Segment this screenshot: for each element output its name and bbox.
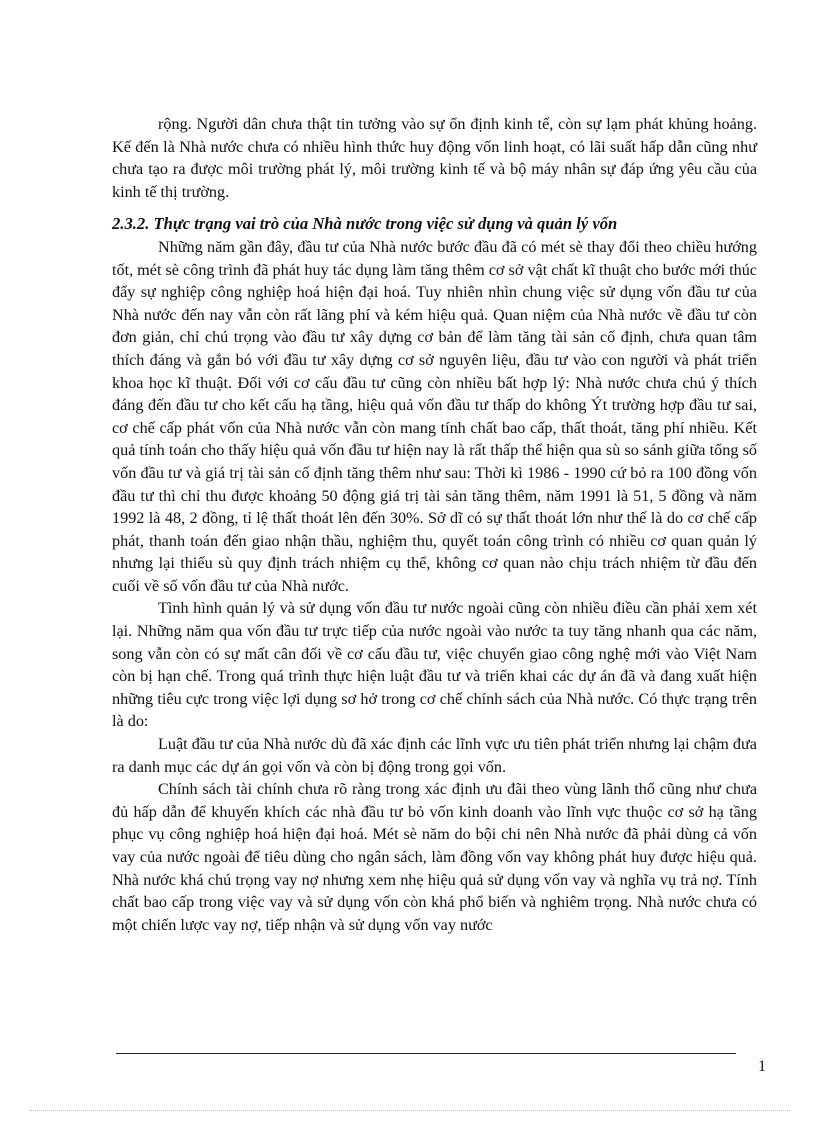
page-bottom-dotted-line	[30, 1110, 790, 1111]
document-body	[112, 113, 757, 936]
paragraph-spacer	[112, 203, 757, 213]
opening-paragraph: rộng. Người dân chưa thật tin tưởng vào sự ổn định kinh tế, còn sự lạm phát khủng hoảng. Kế đến là Nhà nước chưa có nhiều hình thức huy động vốn linh hoạt, có lãi suất hấp dẫn cũng như chưa tạo ra được môi trường phát lý, môi trường kinh tế và bộ máy nhân sự đáp ứng yêu cầu của kinh tế thị trường.	[112, 115, 757, 201]
body-paragraph: Chính sách tài chính chưa rõ ràng trong xác định ưu đãi theo vùng lãnh thổ cũng như chưa đủ hấp dẫn để khuyến khích các nhà đầu tư bỏ vốn kinh doanh vào lĩnh vực thuộc cơ sở hạ tầng phục vụ công nghiệp hoá hiện đại hoá. Mét sè năm do bội chi nên Nhà nước đã phải dùng cả vốn vay của nước ngoài để tiêu dùng cho ngân sách, làm đồng vốn vay không phát huy được hiệu quả. Nhà nước khá chú trọng vay nợ nhưng xem nhẹ hiệu quả sử dụng vốn vay và nghĩa vụ trả nợ. Tính chất bao cấp trong việc vay và sử dụng vốn còn khá phổ biến và nghiêm trọng. Nhà nước chưa có một chiến lược vay nợ, tiếp nhận và sử dụng vốn vay nước	[112, 780, 757, 934]
footer-rule	[116, 1053, 736, 1054]
page-number: 1	[758, 1058, 766, 1075]
body-paragraph: Tình hình quản lý và sử dụng vốn đầu tư nước ngoài cũng còn nhiều điều cần phải xem xét lại. Những năm qua vốn đầu tư trực tiếp của nước ngoài vào nước ta tuy tăng nhanh qua các năm, song vẫn còn có sự mất cân đối về cơ cấu đầu tư, việc chuyển giao công nghệ mới vào Việt Nam còn bị hạn chế. Trong quá trình thực hiện luật đầu tư và triển khai các dự án đã và đang xuất hiện những tiêu cực trong việc lợi dụng sơ hở trong cơ chế chính sách của Nhà nước. Có thực trạng trên là do:	[112, 599, 757, 731]
body-paragraph: Luật đầu tư của Nhà nước dù đã xác định các lĩnh vực ưu tiên phát triển nhưng lại chậm đưa ra danh mục các dự án gọi vốn và còn bị động trong gọi vốn.	[112, 735, 757, 776]
section-heading: 2.3.2. Thực trạng vai trò của Nhà nước trong việc sử dụng và quản lý vốn	[112, 214, 618, 234]
body-paragraph: Những năm gần đây, đầu tư của Nhà nước bước đầu đã có mét sè thay đổi theo chiều hướng tốt, mét sè công trình đã phát huy tác dụng làm tăng thêm cơ sở vật chất kĩ thuật cho bước mới thúc đẩy sự nghiệp công nghiệp hoá hiện đại hoá. Tuy nhiên nhìn chung việc sử dụng vốn đầu tư của Nhà nước đến nay vẫn còn rất lãng phí và kém hiệu quả. Quan niệm của Nhà nước về đầu tư còn đơn giản, chỉ chú trọng vào đầu tư xây dựng cơ bản để làm tăng tài sản cố định, chưa quan tâm thích đáng và gắn bó với đầu tư xây dựng cơ sở nguyên liệu, đầu tư vào con người và phát triển khoa học kĩ thuật. Đối với cơ cấu đầu tư cũng còn nhiều bất hợp lý: Nhà nước chưa chú ý thích đáng đến đầu tư cho kết cấu hạ tầng, hiệu quả vốn đầu tư thấp do không Ýt trường hợp đầu tư sai, cơ chế cấp phát vốn của Nhà nước vẫn còn mang tính chất bao cấp, thất thoát, tăng phí nhiều. Kết quả tính toán cho thấy hiệu quả vốn đầu tư hiện nay là rất thấp thể hiện qua sù so sánh giữa tổng số vốn đầu tư và giá trị tài sản cố định tăng thêm như sau: Thời kì 1986 - 1990 cứ bỏ ra 100 đồng vốn đầu tư thì chỉ thu được khoảng 50 động giá trị tài sản tăng thêm, năm 1991 là 51, 5 đồng và năm 1992 là 48, 2 đồng, tỉ lệ thất thoát lên đến 30%. Sở dĩ có sự thất thoát lớn như thế là do cơ chế cấp phát, thanh toán đến giao nhận thầu, nghiệm thu, quyết toán công trình có nhiều cơ quan quản lý nhưng lại thiếu sù quy định trách nhiệm cụ thể, không cơ quan nào chịu trách nhiệm từ đầu đến cuối về số vốn đầu tư của Nhà nước.	[112, 237, 757, 595]
